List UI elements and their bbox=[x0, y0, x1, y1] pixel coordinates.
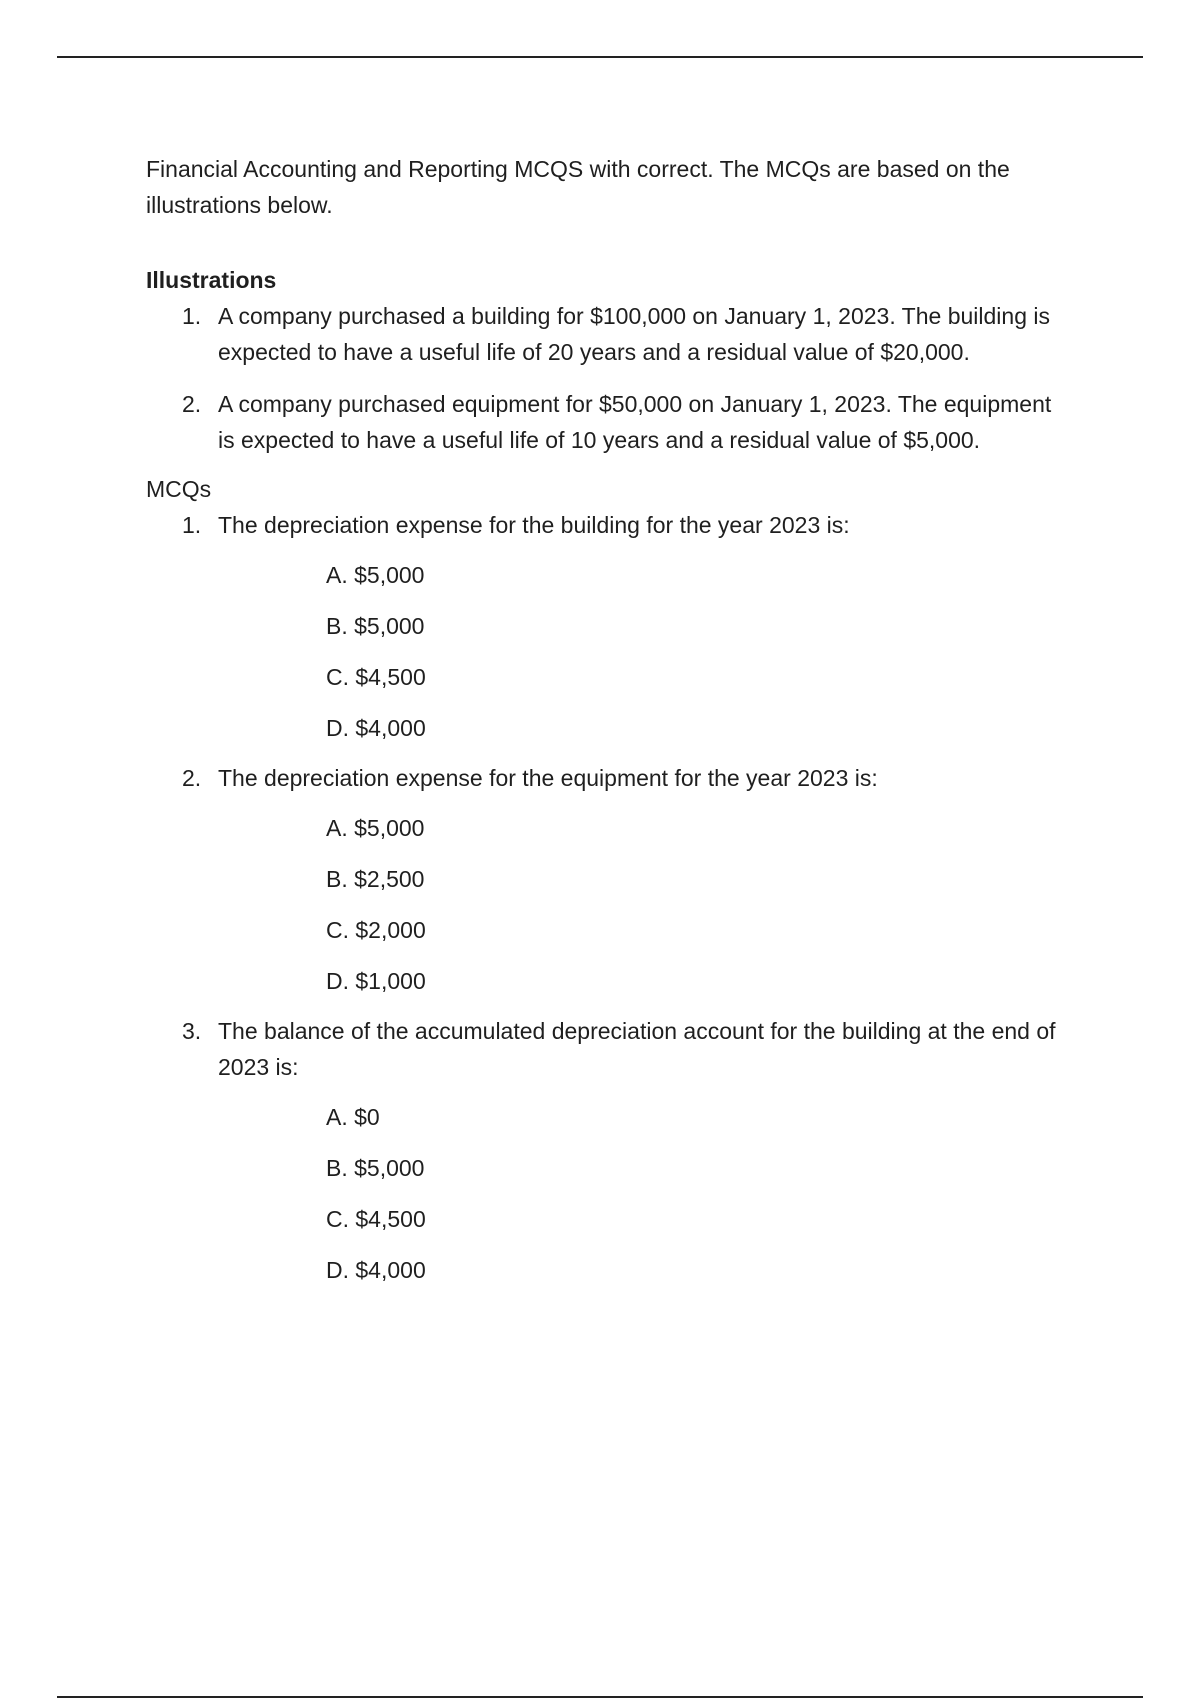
mcq-option: A. $5,000 bbox=[326, 815, 425, 841]
intro-paragraph: Financial Accounting and Reporting MCQS with correct. The MCQs are based on the illustrations below. bbox=[146, 156, 1010, 218]
mcq-question: The depreciation expense for the building for the year 2023 is: bbox=[218, 512, 850, 538]
mcq-options bbox=[218, 557, 1066, 746]
mcq-item bbox=[146, 507, 1066, 746]
mcq-item bbox=[146, 760, 1066, 999]
mcq-option: D. $4,000 bbox=[326, 1257, 426, 1283]
mcq-question: The balance of the accumulated depreciation account for the building at the end of 2023 is: bbox=[218, 1018, 1056, 1080]
document-body bbox=[146, 151, 1066, 1288]
mcq-option: B. $5,000 bbox=[326, 613, 425, 639]
bottom-divider bbox=[57, 1696, 1143, 1698]
mcq-options bbox=[218, 1099, 1066, 1288]
mcqs-heading: MCQs bbox=[146, 476, 212, 502]
mcq-option: C. $4,500 bbox=[326, 1206, 426, 1232]
illustration-number: 2. bbox=[182, 391, 202, 417]
mcq-option: B. $2,500 bbox=[326, 866, 425, 892]
mcq-option: D. $4,000 bbox=[326, 715, 426, 741]
illustrations-heading: Illustrations bbox=[146, 267, 277, 293]
top-divider bbox=[57, 56, 1143, 58]
mcq-list bbox=[146, 507, 1066, 1288]
mcq-option: B. $5,000 bbox=[326, 1155, 425, 1181]
illustration-text: A company purchased equipment for $50,000 on January 1, 2023. The equipment is expected to have a useful life of 10 years and a residual value of $5,000. bbox=[218, 391, 1052, 453]
mcq-number: 1. bbox=[182, 512, 202, 538]
illustrations-list bbox=[146, 298, 1066, 458]
illustration-item bbox=[146, 386, 1066, 458]
mcq-item bbox=[146, 1013, 1066, 1288]
illustration-item bbox=[146, 298, 1066, 370]
illustration-text: A company purchased a building for $100,000 on January 1, 2023. The building is expected to have a useful life of 20 years and a residual value of $20,000. bbox=[218, 303, 1050, 365]
mcq-option: A. $5,000 bbox=[326, 562, 425, 588]
mcq-question: The depreciation expense for the equipment for the year 2023 is: bbox=[218, 765, 878, 791]
mcq-number: 2. bbox=[182, 765, 202, 791]
mcq-option: A. $0 bbox=[326, 1104, 380, 1130]
mcq-options bbox=[218, 810, 1066, 999]
mcq-number: 3. bbox=[182, 1018, 202, 1044]
mcq-option: D. $1,000 bbox=[326, 968, 426, 994]
illustration-number: 1. bbox=[182, 303, 202, 329]
mcq-option: C. $2,000 bbox=[326, 917, 426, 943]
mcq-option: C. $4,500 bbox=[326, 664, 426, 690]
